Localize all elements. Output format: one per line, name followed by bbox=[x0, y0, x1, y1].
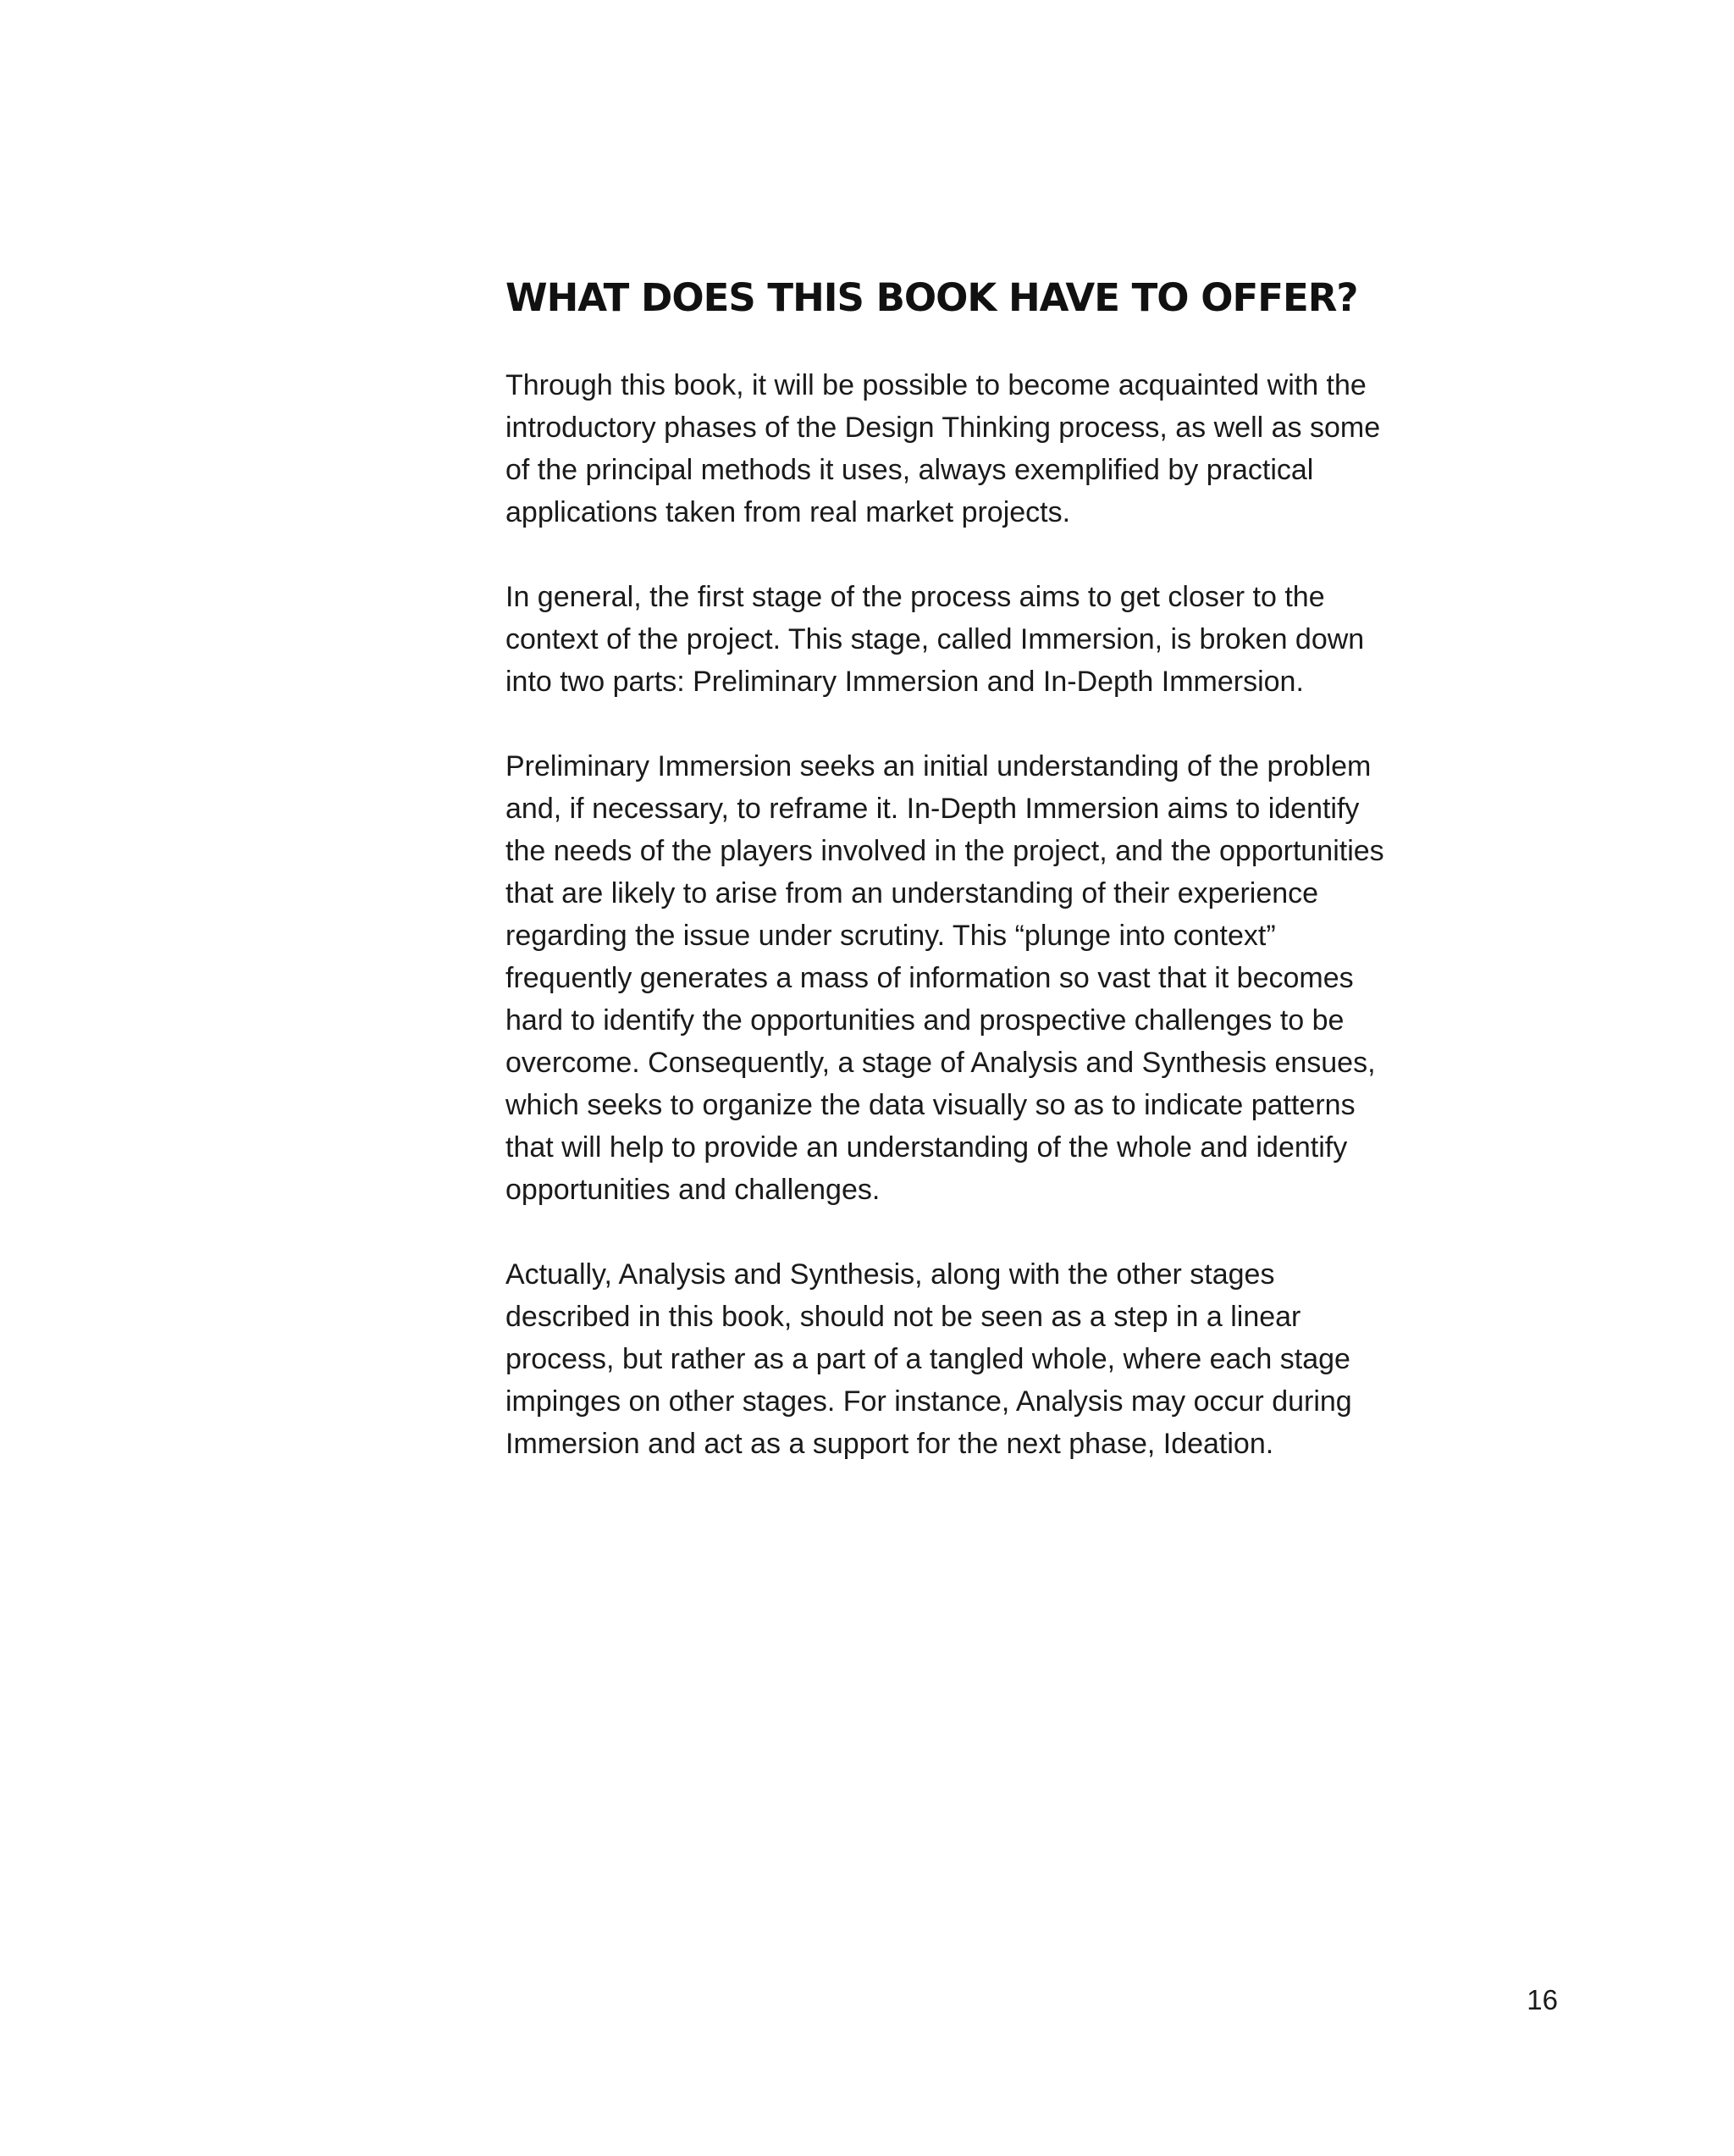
text-line: introductory phases of the Design Thinking process, as well as some bbox=[505, 412, 1381, 444]
text-line: frequently generates a mass of information so vast that it becomes bbox=[505, 962, 1354, 994]
text-line: process, but rather as a part of a tangled whole, where each stage bbox=[505, 1343, 1350, 1375]
paragraph-1 bbox=[505, 364, 1505, 533]
text-line: the needs of the players involved in the project, and the opportunities bbox=[505, 835, 1384, 867]
body-text bbox=[505, 364, 1505, 1465]
page-heading: WHAT DOES THIS BOOK HAVE TO OFFER? bbox=[505, 275, 1358, 320]
text-line: context of the project. This stage, called Immersion, is broken down bbox=[505, 623, 1365, 655]
page-content bbox=[505, 273, 1505, 1507]
text-line: Preliminary Immersion seeks an initial understanding of the problem bbox=[505, 750, 1372, 782]
page-number: 16 bbox=[1527, 1984, 1558, 2015]
paragraph-4 bbox=[505, 1253, 1505, 1465]
text-line: opportunities and challenges. bbox=[505, 1174, 881, 1206]
text-line: Actually, Analysis and Synthesis, along with the other stages bbox=[505, 1258, 1275, 1291]
text-line: that will help to provide an understanding of the whole and identify bbox=[505, 1131, 1348, 1164]
text-line: and, if necessary, to reframe it. In-Depth Immersion aims to identify bbox=[505, 793, 1360, 825]
text-line: In general, the first stage of the process aims to get closer to the bbox=[505, 581, 1325, 613]
text-line: which seeks to organize the data visually so as to indicate patterns bbox=[505, 1089, 1356, 1121]
text-line: Through this book, it will be possible to become acquainted with the bbox=[505, 369, 1367, 401]
paragraph-3 bbox=[505, 745, 1505, 1211]
text-line: hard to identify the opportunities and prospective challenges to be bbox=[505, 1004, 1345, 1037]
text-line: Immersion and act as a support for the next phase, Ideation. bbox=[505, 1428, 1274, 1460]
text-line: overcome. Consequently, a stage of Analysis and Synthesis ensues, bbox=[505, 1047, 1376, 1079]
text-line: applications taken from real market projects. bbox=[505, 496, 1071, 528]
text-line: regarding the issue under scrutiny. This “plunge into context” bbox=[505, 920, 1276, 952]
text-line: into two parts: Preliminary Immersion and In-Depth Immersion. bbox=[505, 666, 1304, 698]
text-line: that are likely to arise from an understanding of their experience bbox=[505, 877, 1319, 909]
text-line: impinges on other stages. For instance, Analysis may occur during bbox=[505, 1385, 1352, 1418]
text-line: described in this book, should not be seen as a step in a linear bbox=[505, 1301, 1301, 1333]
text-line: of the principal methods it uses, always exemplified by practical bbox=[505, 454, 1314, 486]
paragraph-2 bbox=[505, 576, 1505, 703]
